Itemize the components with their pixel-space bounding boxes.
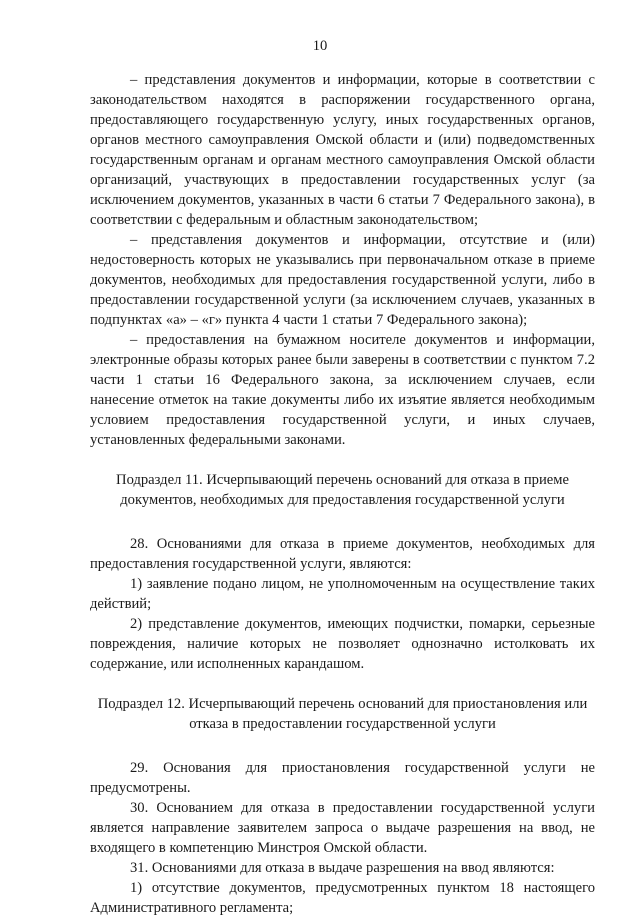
- subsection-11-heading: Подраздел 11. Исчерпывающий перечень оснований для отказа в приеме документов, необходимых для предоставления государственной услуги: [116, 472, 569, 508]
- paragraph-documents-not-indicated: – представления документов и информации, отсутствие и (или) недостоверность которых не указывались при первоначальном отказе в приеме документов, необходимых для предоставления государственной услуги, либо в предоставлении государственной услуги (за исключением случаев, указанных в подпунктах «а» – «г» пункта 4 части 1 статьи 7 Федерального закона);: [90, 232, 595, 328]
- paragraph-31: 31. Основаниями для отказа в выдаче разрешения на ввод являются:: [130, 860, 555, 876]
- page-number: 10: [312, 38, 328, 54]
- paragraph-29: 29. Основания для приостановления государственной услуги не предусмотрены.: [90, 760, 595, 796]
- paragraph-paper-copies: – предоставления на бумажном носителе документов и информации, электронные образы которых ранее были заверены в соответствии с пунктом 7.2 части 1 статьи 16 Федерального закона, за исключением случаев, если нанесение отметок на такие документы либо их изъятие является необходимым условием предоставления государственной услуги, и иных случаев, установленных федеральными законами.: [90, 332, 595, 448]
- paragraph-30: 30. Основанием для отказа в предоставлении государственной услуги является направление заявителем запроса о выдаче разрешения на ввод, не входящего в компетенцию Минстроя Омской области.: [90, 800, 595, 856]
- paragraph-28: 28. Основаниями для отказа в приеме документов, необходимых для предоставления государственной услуги, являются:: [90, 536, 595, 572]
- paragraph-28-item-2: 2) представление документов, имеющих подчистки, помарки, серьезные повреждения, наличие которых не позволяет однозначно истолковать их содержание, или исполненных карандашом.: [90, 616, 595, 672]
- paragraph-31-item-1: 1) отсутствие документов, предусмотренных пунктом 18 настоящего Административного регламента;: [90, 880, 595, 916]
- paragraph-28-item-1: 1) заявление подано лицом, не уполномоченным на осуществление таких действий;: [90, 576, 595, 612]
- document-body: [90, 70, 595, 918]
- subsection-12-heading: Подраздел 12. Исчерпывающий перечень оснований для приостановления или отказа в предоставлении государственной услуги: [97, 696, 588, 732]
- paragraph-documents-in-possession: – представления документов и информации, которые в соответствии с законодательством находятся в распоряжении государственного органа, предоставляющего государственную услугу, иных государственных органов, органов местного самоуправления Омской области и (или) подведомственных государственным органам и органам местного самоуправления Омской области организаций, участвующих в предоставлении государственных услуг (за исключением документов, указанных в части 6 статьи 7 Федерального закона), в соответствии с федеральным и областным законодательством;: [90, 72, 595, 228]
